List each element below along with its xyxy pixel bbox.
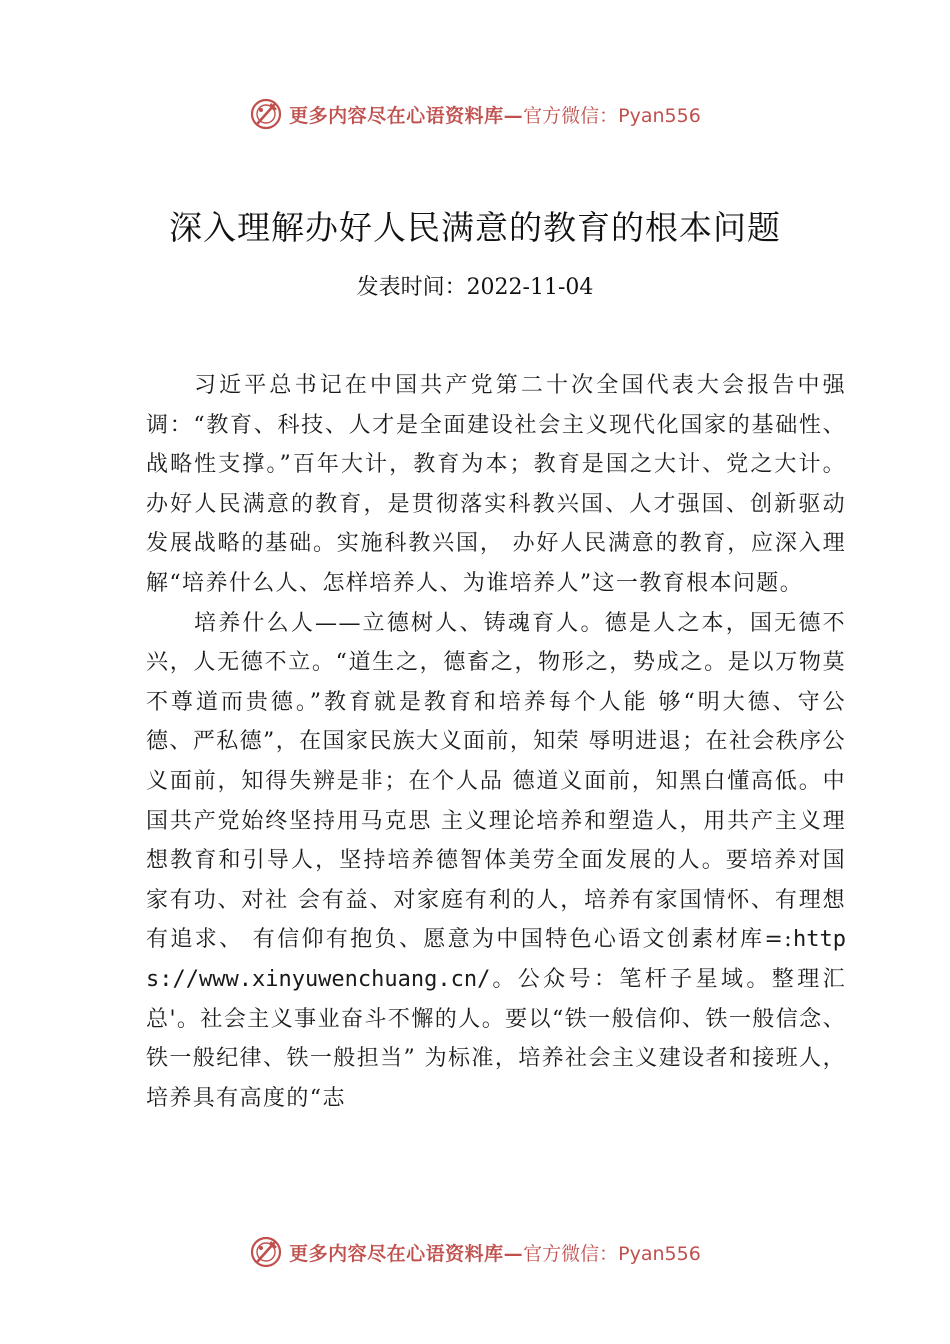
banner-text: 更多内容尽在心语资料库—	[289, 104, 524, 127]
paragraph-2	[146, 604, 846, 1119]
publish-date: 发表时间：2022-11-04	[356, 275, 594, 300]
seal-logo-icon	[249, 1235, 283, 1269]
banner-contact: 官方微信：Pyan556	[523, 1242, 701, 1265]
header-banner	[0, 94, 950, 134]
banner-text: 更多内容尽在心语资料库—	[289, 1242, 524, 1265]
article-title: 深入理解办好人民满意的教育的根本问题	[169, 208, 781, 247]
paragraph-1: 习近平总书记在中国共产党第二十次全国代表大会报告中强调：“教育、科技、人才是全面建设社会主义现代化国家的基础性、战略性支撑。”百年大计，教育为本；教育是国之大计、党之大计。办好人民满意的教育，是贯彻落实科教兴国、人才强国、创新驱动发展战略的基础。实施科教兴国， 办好人民满意的教育，应深入理解“培养什么人、怎样培养人、为谁培养人”这一教育根本问题。	[146, 373, 846, 596]
paragraph-2-part-2: 。公众号：笔杆子星域。整理汇总'。社会主义事业奋斗不懈的人。要以“铁一般信仰、铁一般信念、铁一般纪律、铁一般担当” 为标准，培养社会主义建设者和接班人，培养具有高度的“志	[146, 966, 846, 1111]
seal-logo-icon	[249, 97, 283, 131]
paragraph-2-part-1: 培养什么人——立德树人、铸魂育人。德是人之本，国无德不兴，人无德不立。“道生之，德畜之，物形之，势成之。是以万物莫不尊道而贵德。”教育就是教育和培养每个人能 够“明大德、守公德、严私德”，在国家民族大义面前，知荣 辱明进退；在社会秩序公义面前，知得失辨是非；在个人品 德道义面前，知黑白懂高低。中国共产党始终坚持用马克思 主义理论培养和塑造人，用共产主义理想教育和引导人，坚持培养德智体美劳全面发展的人。要培养对国家有功、对社 会有益、对家庭有利的人，培养有家国情怀、有理想有追求、 有信仰有抱负、愿意为中国特色心语文创素材库=:	[146, 610, 846, 953]
source-url[interactable]: https://www.xinyuwenchuang.cn/	[146, 927, 846, 992]
footer-banner	[0, 1232, 950, 1272]
article-body	[146, 366, 846, 1118]
banner-contact: 官方微信：Pyan556	[523, 104, 701, 127]
